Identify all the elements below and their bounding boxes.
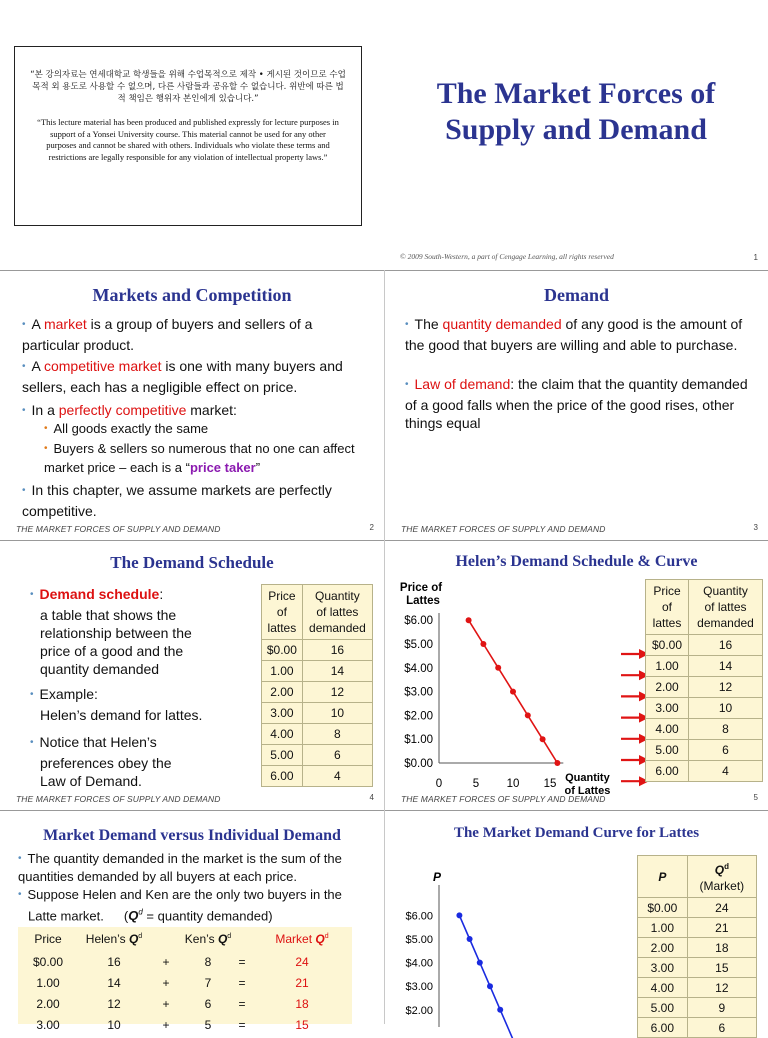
x-axis-label: Quantity xyxy=(565,772,610,784)
slide-title: The Demand Schedule xyxy=(110,553,274,572)
bullet-demand-schedule: • Demand schedule: a table that shows the relationship between the price of a good and the quantity demanded xyxy=(30,586,192,677)
table-row xyxy=(262,724,373,745)
y-tick-label: $0.00 xyxy=(404,758,433,770)
price-cell: 4.00 xyxy=(646,719,689,740)
page-number: 2 xyxy=(369,523,374,532)
quantity-cell: 12 xyxy=(302,682,372,703)
price-cell: 6.00 xyxy=(262,766,303,787)
equals-sign: = xyxy=(238,976,246,990)
table-row xyxy=(638,958,757,978)
table-row xyxy=(638,1018,757,1038)
slide-1-notice xyxy=(0,0,384,270)
plus-sign: + xyxy=(162,955,170,969)
price-header: P xyxy=(638,856,688,898)
x-tick-label: 0 xyxy=(435,778,443,790)
price-header xyxy=(646,580,689,635)
y-axis-label: Price of xyxy=(399,582,443,594)
quantity-cell: 8 xyxy=(689,719,763,740)
quantity-cell: 18 xyxy=(687,938,756,958)
slide-6 xyxy=(0,811,384,1032)
data-point xyxy=(497,1007,503,1013)
price-cell: 2.00 xyxy=(646,677,689,698)
quantity-header: $Q^d$ (Market) xyxy=(687,856,756,898)
footer: THE MARKET FORCES OF SUPPLY AND DEMAND xyxy=(401,794,606,804)
bullet-perfectly-competitive: • In a perfectly competitive market: xyxy=(22,402,237,418)
header-line: of lattes xyxy=(316,605,359,619)
table-row xyxy=(646,656,763,677)
quantity-cell: 6 xyxy=(302,745,372,766)
slide-title: Market Demand versus Individual Demand xyxy=(43,827,341,844)
bullet-example: • Example: Helen’s demand for lattes. xyxy=(30,686,203,723)
price-cell: $0.00 xyxy=(646,635,689,656)
slide-title: Helen’s Demand Schedule & Curve xyxy=(455,553,698,570)
ken-cell: 6 xyxy=(204,997,212,1011)
page-number: 4 xyxy=(369,793,374,802)
header-line: of xyxy=(661,600,672,614)
price-cell: 6.00 xyxy=(638,1018,688,1038)
quantity-header xyxy=(302,585,372,640)
quantity-cell: 4 xyxy=(689,761,763,782)
helen-cell: 14 xyxy=(107,976,121,990)
quantity-cell: 16 xyxy=(302,640,372,661)
page-number: 5 xyxy=(753,793,758,802)
table-row xyxy=(262,766,373,787)
plus-sign: + xyxy=(162,997,170,1011)
market-schedule-table xyxy=(637,855,757,1038)
quantity-cell: 21 xyxy=(687,918,756,938)
data-point xyxy=(554,760,560,766)
y-tick-label: $2.00 xyxy=(404,710,433,723)
helen-demand-chart xyxy=(385,577,655,797)
footer: THE MARKET FORCES OF SUPPLY AND DEMAND xyxy=(16,524,221,534)
quantity-cell: 24 xyxy=(687,898,756,918)
y-tick-label: $6.00 xyxy=(404,615,433,628)
slide-7 xyxy=(385,811,768,1035)
table-row xyxy=(646,761,763,782)
table-row xyxy=(262,640,373,661)
x-tick-label: 10 xyxy=(506,778,520,790)
helen-cell: 12 xyxy=(107,997,121,1011)
equals-sign: = xyxy=(238,1018,246,1032)
header-line: demanded xyxy=(697,616,754,630)
price-cell: 1.00 xyxy=(36,976,60,990)
price-cell: 1.00 xyxy=(262,661,303,682)
data-point xyxy=(495,665,501,671)
slide-title: Demand xyxy=(543,285,609,305)
main-title-line2: Supply and Demand xyxy=(445,113,707,146)
header-row xyxy=(638,856,757,898)
slide-title: The Market Demand Curve for Lattes xyxy=(453,825,700,841)
market-sum-table xyxy=(18,927,352,1032)
table-row xyxy=(262,682,373,703)
slide-3 xyxy=(385,271,768,540)
y-tick-label: $5.00 xyxy=(405,934,433,946)
bullet-market: • A market is a group of buyers and sellers of a particular product. xyxy=(22,316,313,353)
equals-sign: = xyxy=(238,997,246,1011)
copyright: © 2009 South-Western, a part of Cengage Learning, all rights reserved xyxy=(400,252,614,261)
header-line: Quantity xyxy=(703,584,748,598)
price-header xyxy=(262,585,303,640)
y-tick-label: $6.00 xyxy=(405,910,433,923)
header-line: lattes xyxy=(267,621,297,635)
schedule5-header-row xyxy=(646,580,763,635)
schedule4-header-row xyxy=(262,585,373,640)
table-row xyxy=(638,998,757,1018)
x-tick-label: 15 xyxy=(543,778,557,790)
header-line: of xyxy=(276,605,287,619)
header-line: demanded xyxy=(309,621,366,635)
data-point xyxy=(487,983,493,989)
price-cell: 2.00 xyxy=(638,938,688,958)
price-cell: $0.00 xyxy=(638,898,688,918)
main-title xyxy=(384,76,768,148)
bullet-quantity-demanded: • The quantity demanded of any good is the amount of the good that buyers are willing and able to purchase. xyxy=(405,316,743,353)
y-tick-label: $2.00 xyxy=(405,1004,433,1017)
price-cell: 6.00 xyxy=(646,761,689,782)
data-point xyxy=(456,912,462,918)
price-cell: 3.00 xyxy=(638,958,688,978)
ken-cell: 7 xyxy=(204,976,212,990)
table-row xyxy=(262,703,373,724)
notice-box xyxy=(14,46,362,226)
slide-1-title xyxy=(384,0,768,270)
bullet-market-sum: • The quantity demanded in the market is the sum of the quantities demanded by all buyers at each price. xyxy=(18,851,342,884)
footer: THE MARKET FORCES OF SUPPLY AND DEMAND xyxy=(401,524,606,534)
header-line: Price xyxy=(653,584,681,598)
korean-notice: “본 강의자료는 연세대학교 학생들을 위해 수업목적으로 제작 • 게시된 것이므로 수업목적 외 용도로 사용할 수 없으며, 다른 사람들과 공유할 수 없습니다. 위반에 따른 법적 책임은 행위자 본인에게 있습니다.” xyxy=(30,70,346,104)
bullet-assumption: • In this chapter, we assume markets are perfectly competitive. xyxy=(22,482,332,519)
page-number: 1 xyxy=(753,253,758,262)
header-line: lattes xyxy=(652,616,682,630)
slide-5 xyxy=(385,541,768,810)
bullet-two-buyers: • Suppose Helen and Ken are the only two buyers in the Latte market. ($Q^d$ = quantity demanded) xyxy=(18,887,342,924)
demand-schedule-table xyxy=(261,584,373,787)
market-demand-curve xyxy=(459,915,520,1038)
quantity-cell: 12 xyxy=(687,978,756,998)
price-cell: 2.00 xyxy=(36,997,60,1011)
y-tick-label: $4.00 xyxy=(404,662,433,675)
quantity-cell: 16 xyxy=(689,635,763,656)
table-row xyxy=(646,698,763,719)
table-row xyxy=(646,719,763,740)
price-cell: 4.00 xyxy=(262,724,303,745)
quantity-cell: 15 xyxy=(687,958,756,978)
market-cell: 21 xyxy=(295,976,309,990)
slide-2 xyxy=(0,271,384,540)
x-axis-label: of Lattes xyxy=(564,785,611,797)
data-point xyxy=(466,617,472,623)
y-tick-label: $3.00 xyxy=(404,686,433,699)
sub-bullet-same-goods: • All goods exactly the same xyxy=(44,421,209,436)
market-demand-chart xyxy=(385,851,635,1027)
bullet-law-of-demand-note: • Notice that Helen’s preferences obey the Law of Demand. xyxy=(30,734,172,789)
sub-bullet-price-taker: • Buyers & sellers so numerous that no one can affect market price – each is a “price taker” xyxy=(44,441,355,475)
footer: THE MARKET FORCES OF SUPPLY AND DEMAND xyxy=(16,794,221,804)
price-cell: 1.00 xyxy=(646,656,689,677)
english-notice: “This lecture material has been produced and published expressly for lecture purposes in support of a Yonsei University course. This material cannot be used for any other purposes and cannot be shared with others. Individuals who violate these terms and restrictions are legally responsible for any violation of intellectual property laws.” xyxy=(37,117,339,162)
x-tick-label: 5 xyxy=(472,778,480,790)
bullet-competitive-market: • A competitive market is one with many buyers and sellers, each has a negligible effect on price. xyxy=(22,358,343,395)
quantity-cell: 4 xyxy=(302,766,372,787)
price-cell: 3.00 xyxy=(36,1018,60,1032)
table-row xyxy=(638,938,757,958)
market-header: Market $Q^d$ xyxy=(275,932,329,946)
ken-cell: 5 xyxy=(204,1018,212,1032)
table-row xyxy=(646,635,763,656)
data-point xyxy=(525,712,531,718)
quantity-cell: 10 xyxy=(302,703,372,724)
main-title-line1: The Market Forces of xyxy=(436,77,716,110)
data-point xyxy=(480,641,486,647)
data-point xyxy=(467,936,473,942)
helen-schedule-table xyxy=(645,579,763,782)
quantity-cell: 14 xyxy=(302,661,372,682)
table-row xyxy=(646,740,763,761)
price-cell: 5.00 xyxy=(638,998,688,1018)
plus-sign: + xyxy=(162,1018,170,1032)
quantity-cell: 12 xyxy=(689,677,763,698)
price-cell: 3.00 xyxy=(646,698,689,719)
price-cell: 5.00 xyxy=(646,740,689,761)
price-cell: 2.00 xyxy=(262,682,303,703)
table-row xyxy=(646,677,763,698)
market-cell: 18 xyxy=(295,997,309,1011)
slide-title: Markets and Competition xyxy=(92,285,292,305)
page-number: 3 xyxy=(753,523,758,532)
header-line: Price xyxy=(268,589,296,603)
y-axis-label: P xyxy=(432,870,442,884)
price-cell: $0.00 xyxy=(32,955,64,969)
header-line: of lattes xyxy=(704,600,747,614)
y-tick-label: $4.00 xyxy=(405,957,433,970)
plus-sign: + xyxy=(162,976,170,990)
quantity-cell: 9 xyxy=(687,998,756,1018)
quantity-cell: 8 xyxy=(302,724,372,745)
data-point xyxy=(510,689,516,695)
y-tick-label: $1.00 xyxy=(404,734,433,747)
slide-4 xyxy=(0,541,384,810)
y-tick-label: $3.00 xyxy=(405,981,433,994)
price-cell: 3.00 xyxy=(262,703,303,724)
helen-cell: 16 xyxy=(107,955,121,969)
bullet-law-of-demand: • Law of demand: the claim that the quantity demanded of a good falls when the price of the good rises, other things equal xyxy=(405,376,748,431)
price-cell: 4.00 xyxy=(638,978,688,998)
quantity-cell: 6 xyxy=(689,740,763,761)
price-cell: $0.00 xyxy=(262,640,303,661)
ken-cell: 8 xyxy=(204,955,212,969)
ken-header: Ken’s $Q^d$ xyxy=(184,932,232,946)
quantity-header xyxy=(689,580,763,635)
quantity-cell: 14 xyxy=(689,656,763,677)
data-point xyxy=(477,960,483,966)
data-point xyxy=(540,736,546,742)
table-row xyxy=(638,978,757,998)
market-cell: 24 xyxy=(295,955,309,969)
header-line: Quantity xyxy=(315,589,360,603)
price-header: Price xyxy=(34,932,62,946)
helen-cell: 10 xyxy=(107,1018,121,1032)
quantity-cell: 6 xyxy=(687,1018,756,1038)
helen-header: Helen’s $Q^d$ xyxy=(85,932,143,946)
price-cell: 5.00 xyxy=(262,745,303,766)
table-row xyxy=(638,898,757,918)
y-tick-label: $5.00 xyxy=(404,639,433,651)
table-row xyxy=(262,661,373,682)
y-axis-label: Lattes xyxy=(406,595,440,607)
market-cell: 15 xyxy=(295,1018,309,1032)
price-cell: 1.00 xyxy=(638,918,688,938)
quantity-cell: 10 xyxy=(689,698,763,719)
table-row xyxy=(638,918,757,938)
table-row xyxy=(262,745,373,766)
equals-sign: = xyxy=(238,955,246,969)
